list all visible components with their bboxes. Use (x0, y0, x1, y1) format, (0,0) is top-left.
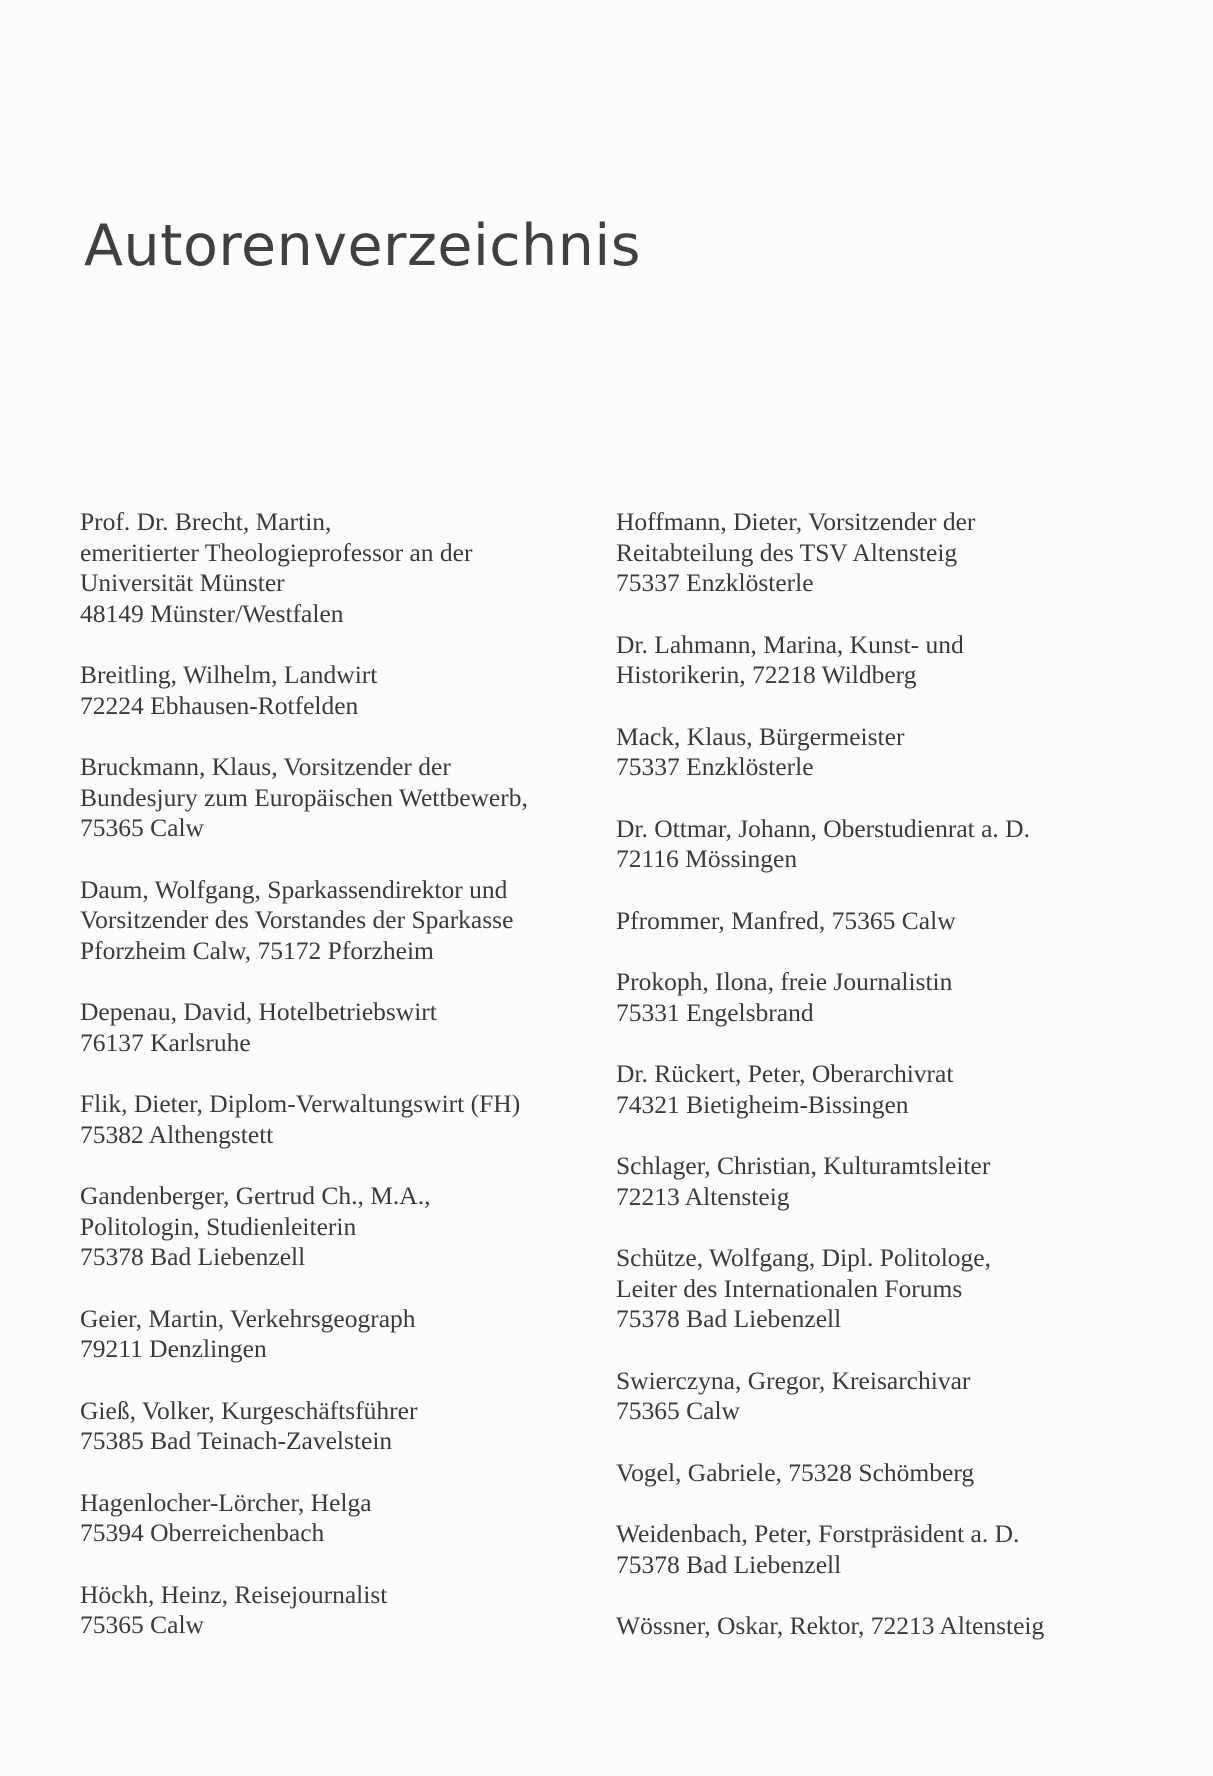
author-name-line: Mack, Klaus, Bürgermeister (616, 721, 905, 751)
author-detail-line: 75394 Oberreichenbach (80, 1518, 325, 1547)
author-list-left-column (80, 507, 600, 1672)
author-name-line: Vogel, Gabriele, 75328 Schömberg (616, 1457, 975, 1487)
author-detail-line: emeritierter Theologieprofessor an der (80, 537, 473, 567)
author-entry (616, 630, 1176, 691)
author-detail-line: 75337 Enzklösterle (616, 568, 814, 597)
author-entry (80, 1304, 600, 1365)
author-detail-line: 72213 Altensteig (616, 1181, 790, 1211)
author-name-line: Dr. Ottmar, Johann, Oberstudienrat a. D. (616, 813, 1030, 843)
author-detail-line: Universität Münster (80, 568, 285, 597)
author-entry (80, 1396, 600, 1457)
author-detail-line: Politologin, Studienleiterin (80, 1211, 357, 1241)
author-entry (80, 1089, 600, 1150)
author-detail-line: 72116 Mössingen (616, 844, 798, 873)
author-detail-line: 79211 Denzlingen (80, 1334, 267, 1363)
author-entry (80, 1580, 600, 1641)
author-name-line: Bruckmann, Klaus, Vorsitzender der (80, 752, 451, 781)
author-entry (616, 906, 1176, 937)
author-detail-line: Pforzheim Calw, 75172 Pforzheim (80, 935, 434, 965)
author-detail-line: 75337 Enzklösterle (616, 752, 814, 781)
author-detail-line: Reitabteilung des TSV Altensteig (616, 537, 958, 567)
author-list-right-column (616, 507, 1176, 1673)
author-entry (616, 814, 1176, 875)
author-name-line: Breitling, Wilhelm, Landwirt (80, 660, 378, 689)
author-name-line: Schütze, Wolfgang, Dipl. Politologe, (616, 1243, 991, 1272)
author-name-line: Schlager, Christian, Kulturamtsleiter (616, 1151, 991, 1180)
author-entry (616, 722, 1176, 783)
author-detail-line: 75331 Engelsbrand (616, 997, 814, 1027)
page-title: Autorenverzeichnis (84, 213, 641, 279)
author-entry (80, 1181, 600, 1273)
author-entry (80, 660, 600, 721)
author-detail-line: 75385 Bad Teinach-Zavelstein (80, 1426, 393, 1455)
author-name-line: Weidenbach, Peter, Forstpräsident a. D. (616, 1519, 1020, 1548)
author-name-line: Pfrommer, Manfred, 75365 Calw (616, 905, 956, 935)
author-detail-line: 48149 Münster/Westfalen (80, 598, 344, 628)
author-detail-line: Leiter des Internationalen Forums (616, 1273, 963, 1303)
author-name-line: Hagenlocher-Lörcher, Helga (80, 1487, 372, 1517)
author-name-line: Wössner, Oskar, Rektor, 72213 Altensteig (616, 1611, 1045, 1640)
author-entry (616, 507, 1176, 599)
author-detail-line: 75365 Calw (80, 813, 204, 842)
author-entry (616, 1243, 1176, 1335)
author-name-line: Flik, Dieter, Diplom-Verwaltungswirt (FH) (80, 1089, 521, 1118)
author-name-line: Daum, Wolfgang, Sparkassendirektor und (80, 874, 508, 904)
author-entry (80, 1488, 600, 1549)
author-name-line: Höckh, Heinz, Reisejournalist (80, 1579, 388, 1609)
author-detail-line: Vorsitzender des Vorstandes der Sparkasse (80, 905, 514, 934)
author-entry (616, 1366, 1176, 1427)
author-detail-line: 75378 Bad Liebenzell (616, 1304, 842, 1333)
author-entry (616, 1151, 1176, 1212)
author-entry (616, 1458, 1176, 1489)
author-entry (80, 507, 600, 629)
author-detail-line: Historikerin, 72218 Wildberg (616, 660, 917, 689)
author-entry (616, 1059, 1176, 1120)
author-entry (616, 967, 1176, 1028)
author-detail-line: 75378 Bad Liebenzell (80, 1242, 306, 1271)
author-entry (80, 752, 600, 844)
author-detail-line: 75382 Althengstett (80, 1119, 274, 1149)
author-detail-line: Bundesjury zum Europäischen Wettbewerb, (80, 782, 528, 812)
author-name-line: Depenau, David, Hotelbetriebswirt (80, 997, 437, 1026)
author-entry (80, 875, 600, 967)
author-name-line: Dr. Rückert, Peter, Oberarchivrat (616, 1059, 954, 1088)
author-entry (80, 997, 600, 1058)
author-entry (616, 1519, 1176, 1580)
author-entry (616, 1611, 1176, 1642)
author-name-line: Prof. Dr. Brecht, Martin, (80, 507, 332, 536)
author-name-line: Swierczyna, Gregor, Kreisarchivar (616, 1365, 971, 1395)
author-name-line: Gandenberger, Gertrud Ch., M.A., (80, 1181, 431, 1210)
author-detail-line: 74321 Bietigheim-Bissingen (616, 1089, 909, 1119)
author-name-line: Prokoph, Ilona, freie Journalistin (616, 967, 953, 996)
author-detail-line: 72224 Ebhausen-Rotfelden (80, 690, 359, 720)
author-name-line: Dr. Lahmann, Marina, Kunst- und (616, 629, 964, 659)
author-detail-line: 76137 Karlsruhe (80, 1027, 251, 1057)
author-name-line: Hoffmann, Dieter, Vorsitzender der (616, 507, 976, 536)
author-detail-line: 75378 Bad Liebenzell (616, 1549, 842, 1579)
author-detail-line: 75365 Calw (616, 1396, 740, 1425)
author-name-line: Gieß, Volker, Kurgeschäftsführer (80, 1395, 418, 1425)
author-detail-line: 75365 Calw (80, 1610, 204, 1639)
author-name-line: Geier, Martin, Verkehrsgeograph (80, 1303, 416, 1333)
